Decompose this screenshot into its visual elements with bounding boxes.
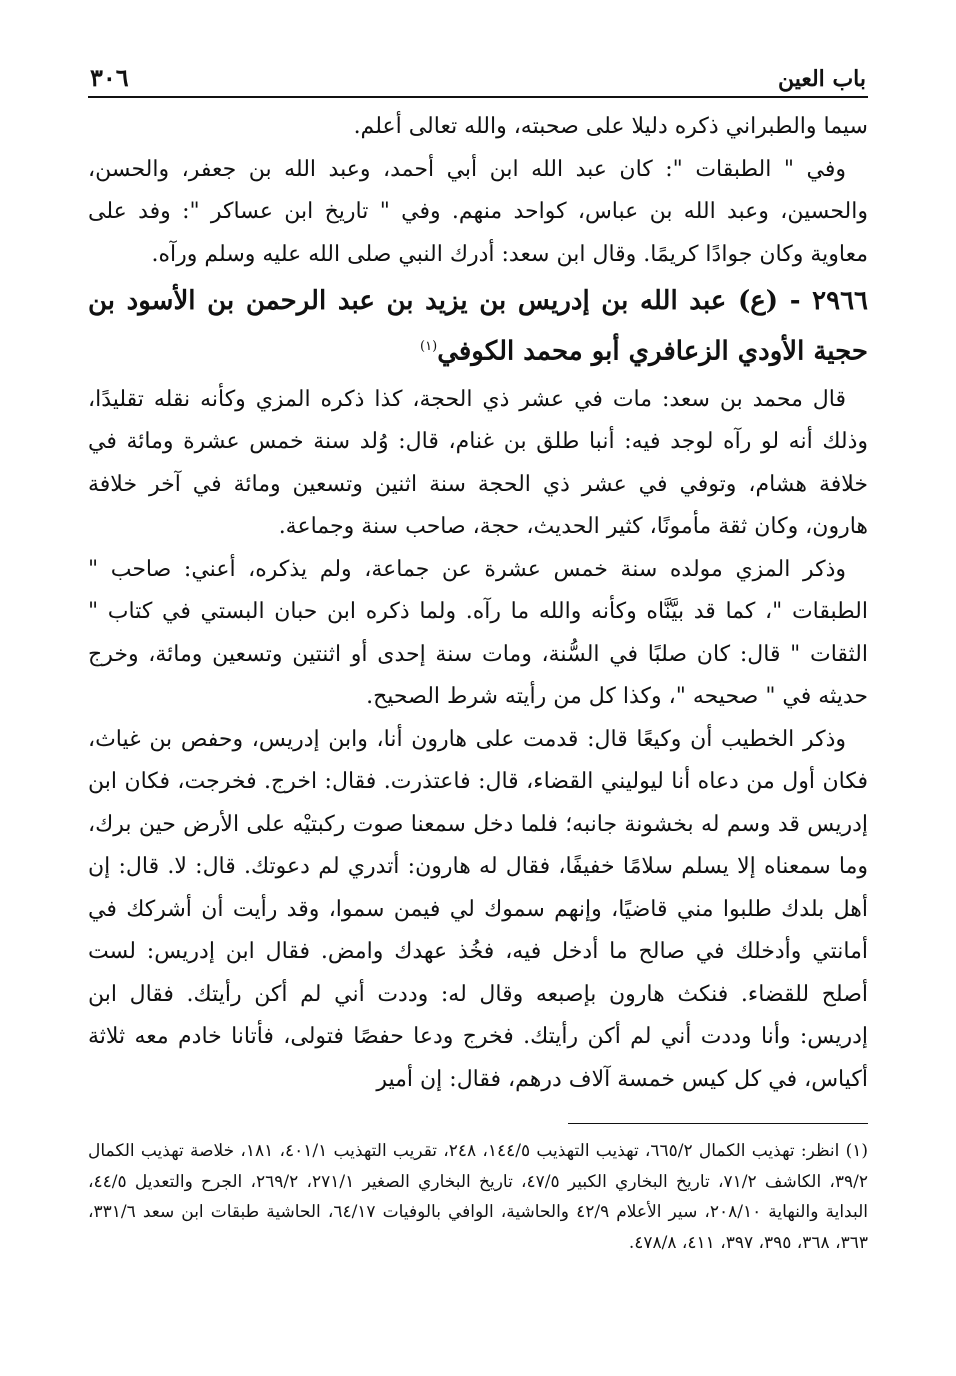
paragraph: وذكر الخطيب أن وكيعًا قال: قدمت على هارون أنا، وابن إدريس، وحفص بن غياث، فكان أول من دعاه أنا ليوليني القضاء، قال: فاعتذرت. فقال: اخرج. فخرجت، فكان ابن إدريس قد وسم له بخشونة جانبه؛ فلما دخل سمعنا صوت ركبتيْه على الأرض حين برك، وما سمعناه إلا يسلم سلامًا خفيفًا، فقال له هارون: أتدري لم دعوتك. قال: لا. قال: إن أهل بلدك طلبوا مني قاضيًا، وإنهم سموك لي فيمن سموا، وقد رأيت أن أشركك في أمانتي وأدخلك في صالح ما أدخل فيه، فخُذ عهدك وامض. فقال ابن إدريس: لست أصلح للقضاء. فنكث هارون بإصبعه وقال له: وددت أني لم أكن رأيتك. فقال ابن إدريس: وأنا وددت أني لم أكن رأيتك. فخرج ودعا حفصًا فتولى، فأتانا خادم معه ثلاثة أكياس، في كل كيس خمسة آلاف درهم، فقال: إن أمير: [88, 726, 868, 1092]
paragraph: سيما والطبراني ذكره دليلا على صحبته، والله تعالى أعلم.: [353, 114, 868, 139]
paragraph: وذكر المزي مولده سنة خمس عشرة عن جماعة، ولم يذكره، أعني: صاحب " الطبقات "، كما قد بيَّنَّاه وكأنه والله ما رآه. ولما ذكره ابن حبان البستي في كتاب " الثقات " قال: كان صلبًا في السُّنة، ومات سنة إحدى أو اثنتين وتسعين ومائة، وخرج حديثه في " صحيحه "، وكذا كل من رأيته شرط الصحيح.: [88, 556, 868, 710]
chapter-title: باب العين: [777, 66, 866, 92]
footnote: (١) انظر: تهذيب الكمال ٦٦٥/٢، تهذيب التهذيب ١٤٤/٥، ٢٤٨، تقريب التهذيب ٤٠١/١، ١٨١، خلاصة تهذيب الكمال ٣٩/٢، الكاشف ٧١/٢، تاريخ البخاري الكبير ٤٧/٥، تاريخ البخاري الصغير ٢٧١/١، ٢٦٩/٢، الجرح والتعديل ٤٤/٥، البداية والنهاية ٢٠٨/١٠، سير الأعلام ٤٢/٩ والحاشية، الوافي بالوفيات ٦٤/١٧، الحاشية طبقات ابن سعد ٣٣١/٦، ٣٦٣، ٣٦٨، ٣٩٥، ٣٩٧، ٤١١، ٤٧٨/٨.: [88, 1141, 869, 1253]
paragraph: وفي " الطبقات ": كان عبد الله ابن أبي أحمد، وعبد الله بن جعفر، والحسن، والحسين، وعبد الله بن عباس، كواحد منهم. وفي " تاريخ ابن عساكر ": وفد على معاوية وكان جوادًا كريمًا. وقال ابن سعد: أدرك النبي صلى الله عليه وسلم ورآه.: [88, 156, 869, 267]
main-text: [88, 106, 868, 1101]
entry-title-text: ٢٩٦٦ - (ع) عبد الله بن إدريس بن يزيد بن عبد الرحمن بن الأسود بن حجية الأودي الزعافري أبو محمد الكوفي: [88, 286, 868, 367]
running-header: [88, 60, 868, 98]
paragraph: قال محمد بن سعد: مات في عشر ذي الحجة، كذا ذكره المزي وكأنه نقله تقليدًا، وذلك أنه لو رآه لوجد فيه: أنبا طلق بن غنام، قال: وُلد سنة خمس عشرة ومائة في خلافة هشام، وتوفي في عشر ذي الحجة سنة اثنين وتسعين ومائة في آخر خلافة هارون، وكان ثقة مأمونًا، كثير الحديث، حجة، صاحب سنة وجماعة.: [88, 386, 868, 540]
footnote-separator: [568, 1123, 868, 1124]
footnote-marker: (١): [420, 339, 438, 354]
page-number: ٣٠٦: [90, 63, 129, 92]
biography-entry-title: [88, 278, 868, 375]
book-page: [88, 60, 868, 1258]
